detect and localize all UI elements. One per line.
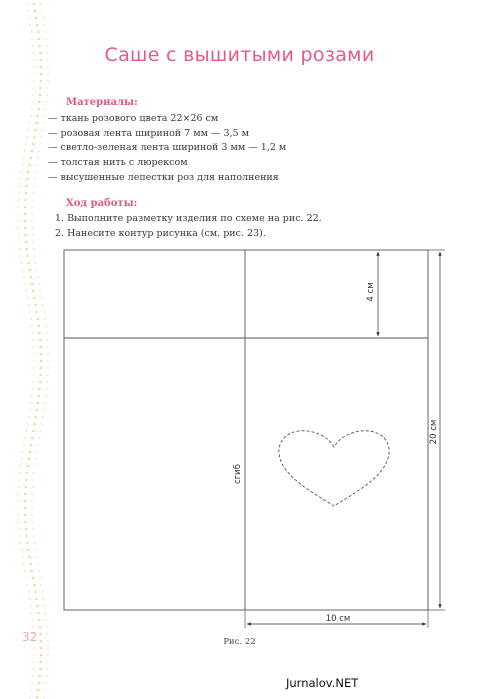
list-item: — розовая лента шириной 7 мм — 3,5 м bbox=[48, 127, 250, 139]
heart-outline bbox=[279, 431, 389, 506]
dimension-4cm-label: 4 см bbox=[366, 282, 376, 302]
list-item: 2. Нанесите контур рисунка (см. рис. 23). bbox=[55, 227, 266, 239]
pattern-outline bbox=[64, 250, 428, 610]
list-item: — высушенные лепестки роз для наполнения bbox=[48, 171, 279, 183]
steps-heading: Ход работы: bbox=[66, 198, 138, 209]
materials-heading: Материалы: bbox=[66, 97, 138, 108]
figure-caption: Рис. 22 bbox=[223, 637, 256, 647]
fold-label: сгиб bbox=[233, 464, 243, 484]
site-watermark: Jurnalov.NET bbox=[286, 676, 359, 690]
page-title: Саше с вышитыми розами bbox=[104, 44, 375, 66]
list-item: — ткань розового цвета 22×26 см bbox=[48, 113, 219, 124]
list-item: — толстая нить с люрексом bbox=[48, 157, 188, 169]
dimension-10cm-label: 10 см bbox=[325, 614, 351, 624]
list-item: — светло-зеленая лента шириной 3 мм — 1,2 м bbox=[48, 142, 287, 154]
page-number: 32 bbox=[22, 630, 38, 644]
list-item: 1. Выполните разметку изделия по схеме на рис. 22. bbox=[55, 213, 322, 224]
dimension-20cm-label: 20 см bbox=[429, 419, 439, 445]
